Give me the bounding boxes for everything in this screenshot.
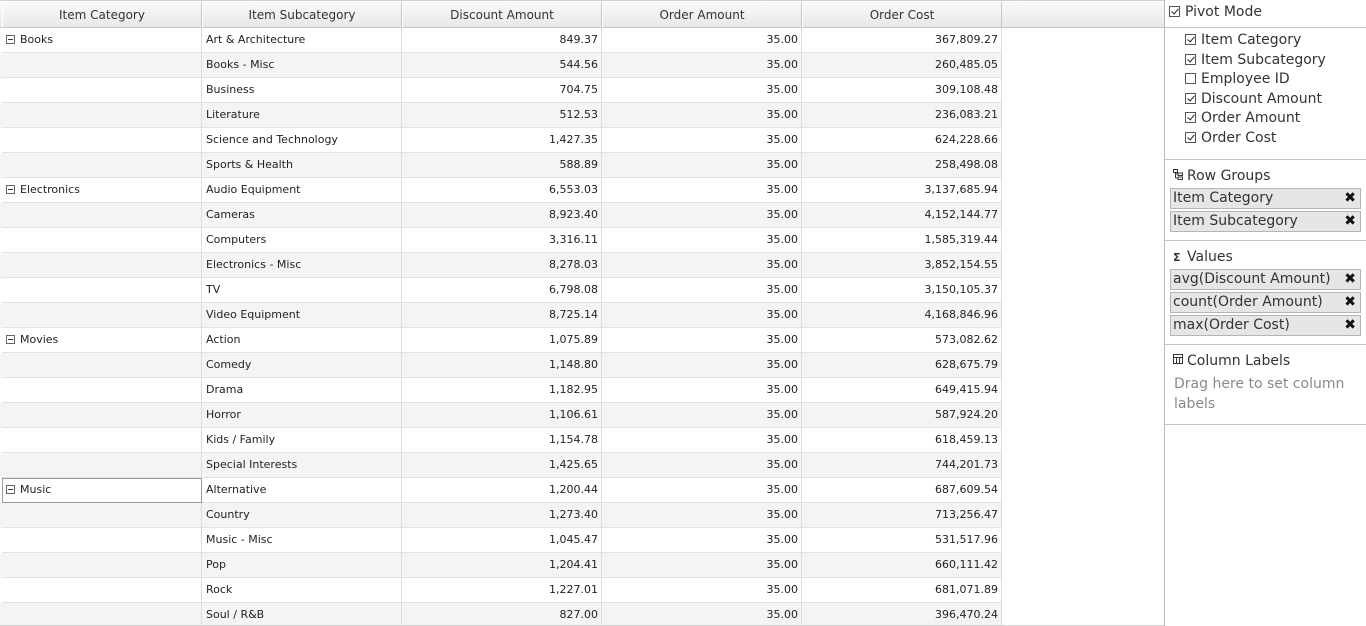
cell-item-category[interactable] (2, 303, 202, 328)
cell-order-cost[interactable]: 260,485.05 (802, 53, 1002, 78)
collapse-group-icon[interactable] (6, 485, 15, 494)
cell-item-subcategory[interactable]: Action (202, 328, 402, 353)
cell-order-amount[interactable]: 35.00 (602, 28, 802, 53)
cell-discount-amount[interactable]: 8,923.40 (402, 203, 602, 228)
column-label: Order Amount (1201, 110, 1301, 127)
column-label: Employee ID (1201, 71, 1290, 88)
cell-order-cost[interactable]: 258,498.08 (802, 153, 1002, 178)
cell-order-amount[interactable]: 35.00 (602, 403, 802, 428)
header-order-amount[interactable]: Order Amount (602, 2, 802, 28)
cell-order-amount[interactable]: 35.00 (602, 528, 802, 553)
cell-item-category[interactable] (2, 128, 202, 153)
collapse-group-icon[interactable] (6, 335, 15, 344)
cell-discount-amount[interactable]: 1,148.80 (402, 353, 602, 378)
pivot-mode-checkbox[interactable] (1169, 6, 1180, 17)
column-labels-label: Column Labels (1187, 353, 1291, 369)
group-label: Books (20, 33, 54, 46)
column-checkbox[interactable] (1185, 132, 1196, 143)
cell-order-cost[interactable]: 3,852,154.55 (802, 253, 1002, 278)
column-checkbox[interactable] (1185, 93, 1196, 104)
pivot-mode-toggle[interactable] (1165, 0, 1366, 28)
cell-item-subcategory[interactable]: Pop (202, 553, 402, 578)
cell-item-category[interactable] (2, 603, 202, 626)
row-group-pill[interactable] (1170, 211, 1361, 232)
values-section (1165, 241, 1366, 345)
cell-discount-amount[interactable]: 3,316.11 (402, 228, 602, 253)
cell-order-cost[interactable]: 618,459.13 (802, 428, 1002, 453)
cell-order-cost[interactable]: 587,924.20 (802, 403, 1002, 428)
cell-discount-amount[interactable]: 588.89 (402, 153, 602, 178)
table-row[interactable] (0, 253, 1001, 278)
tool-panel (1164, 0, 1366, 626)
cell-item-subcategory[interactable]: Soul / R&B (202, 603, 402, 626)
table-row[interactable] (0, 578, 1001, 603)
cell-discount-amount[interactable]: 1,154.78 (402, 428, 602, 453)
table-row[interactable] (0, 103, 1001, 128)
cell-discount-amount[interactable]: 6,798.08 (402, 278, 602, 303)
cell-item-category[interactable] (2, 528, 202, 553)
table-row[interactable] (0, 328, 1001, 353)
cell-discount-amount[interactable]: 1,182.95 (402, 378, 602, 403)
cell-order-amount[interactable]: 35.00 (602, 328, 802, 353)
cell-order-cost[interactable]: 396,470.24 (802, 603, 1002, 626)
grid-body (0, 28, 1001, 626)
header-filler (1001, 2, 1164, 28)
cell-order-cost[interactable]: 309,108.48 (802, 78, 1002, 103)
table-row[interactable] (0, 528, 1001, 553)
cell-item-category[interactable] (2, 403, 202, 428)
cell-discount-amount[interactable]: 1,273.40 (402, 503, 602, 528)
cell-item-subcategory[interactable]: Books - Misc (202, 53, 402, 78)
cell-item-category[interactable] (2, 378, 202, 403)
table-row[interactable] (0, 153, 1001, 178)
cell-order-cost[interactable]: 713,256.47 (802, 503, 1002, 528)
remove-icon[interactable]: ✖ (1344, 190, 1356, 206)
pivot-mode-label: Pivot Mode (1185, 4, 1262, 20)
cell-item-category[interactable] (2, 178, 202, 203)
cell-order-cost[interactable]: 1,585,319.44 (802, 228, 1002, 253)
table-row[interactable] (0, 378, 1001, 403)
cell-item-category[interactable] (2, 153, 202, 178)
cell-order-amount[interactable]: 35.00 (602, 103, 802, 128)
column-toggle[interactable] (1185, 51, 1366, 71)
cell-item-subcategory[interactable]: Comedy (202, 353, 402, 378)
cell-item-category[interactable] (2, 578, 202, 603)
cell-item-category[interactable] (2, 478, 202, 503)
table-row[interactable] (0, 278, 1001, 303)
row-group-pill-label: Item Category (1173, 190, 1274, 206)
remove-icon[interactable]: ✖ (1344, 317, 1356, 333)
cell-item-subcategory[interactable]: Audio Equipment (202, 178, 402, 203)
cell-order-amount[interactable]: 35.00 (602, 478, 802, 503)
value-pill[interactable] (1170, 292, 1361, 313)
value-pill[interactable] (1170, 315, 1361, 336)
table-row[interactable] (0, 53, 1001, 78)
cell-order-cost[interactable]: 624,228.66 (802, 128, 1002, 153)
cell-item-subcategory[interactable]: Alternative (202, 478, 402, 503)
column-checkbox[interactable] (1185, 54, 1196, 65)
value-pill-label: avg(Discount Amount) (1173, 271, 1331, 287)
values-title (1169, 247, 1362, 267)
row-group-drop-zone[interactable] (1169, 188, 1362, 232)
column-labels-drop-zone[interactable]: Drag here to set column labels (1174, 376, 1345, 412)
cell-discount-amount[interactable]: 8,278.03 (402, 253, 602, 278)
sigma-icon: Σ (1173, 251, 1181, 264)
column-checkbox[interactable] (1185, 112, 1196, 123)
values-drop-zone[interactable] (1169, 269, 1362, 336)
column-label: Item Category (1201, 32, 1302, 48)
cell-order-cost[interactable]: 687,609.54 (802, 478, 1002, 503)
cell-order-cost[interactable]: 573,082.62 (802, 328, 1002, 353)
cell-item-subcategory[interactable]: Horror (202, 403, 402, 428)
column-labels-icon (1173, 352, 1183, 372)
value-pill-label: count(Order Amount) (1173, 294, 1323, 310)
cell-order-cost[interactable]: 649,415.94 (802, 378, 1002, 403)
column-labels-title (1169, 351, 1362, 371)
cell-item-subcategory[interactable]: Rock (202, 578, 402, 603)
row-groups-icon (1173, 167, 1183, 187)
cell-item-category[interactable] (2, 253, 202, 278)
column-toggle[interactable] (1185, 109, 1366, 129)
cell-order-amount[interactable]: 35.00 (602, 228, 802, 253)
cell-item-subcategory[interactable]: Country (202, 503, 402, 528)
group-label: Electronics (20, 183, 80, 196)
cell-order-amount[interactable]: 35.00 (602, 128, 802, 153)
column-label: Discount Amount (1201, 90, 1322, 107)
cell-order-amount[interactable]: 35.00 (602, 378, 802, 403)
cell-order-amount[interactable]: 35.00 (602, 428, 802, 453)
cell-item-subcategory[interactable]: Electronics - Misc (202, 253, 402, 278)
remove-icon[interactable]: ✖ (1344, 294, 1356, 310)
grid-header (0, 2, 1164, 28)
row-groups-title (1169, 166, 1362, 186)
cell-item-subcategory[interactable]: Kids / Family (202, 428, 402, 453)
cell-order-amount[interactable]: 35.00 (602, 303, 802, 328)
header-item-category[interactable]: Item Category (2, 2, 202, 28)
table-row[interactable] (0, 453, 1001, 478)
cell-order-amount[interactable]: 35.00 (602, 178, 802, 203)
cell-item-category[interactable] (2, 228, 202, 253)
column-label: Item Subcategory (1201, 51, 1326, 68)
cell-item-category[interactable] (2, 278, 202, 303)
cell-order-cost[interactable]: 4,152,144.77 (802, 203, 1002, 228)
cell-item-subcategory[interactable]: Art & Architecture (202, 28, 402, 53)
column-checkbox[interactable] (1185, 73, 1196, 84)
cell-order-cost[interactable]: 628,675.79 (802, 353, 1002, 378)
cell-item-category[interactable] (2, 28, 202, 53)
value-pill-label: max(Order Cost) (1173, 317, 1290, 333)
values-label: Values (1187, 249, 1233, 265)
cell-order-amount[interactable]: 35.00 (602, 253, 802, 278)
cell-order-cost[interactable]: 531,517.96 (802, 528, 1002, 553)
cell-discount-amount[interactable]: 1,425.65 (402, 453, 602, 478)
table-row[interactable] (0, 403, 1001, 428)
cell-item-subcategory[interactable]: TV (202, 278, 402, 303)
collapse-group-icon[interactable] (6, 185, 15, 194)
cell-item-subcategory[interactable]: Science and Technology (202, 128, 402, 153)
cell-discount-amount[interactable]: 1,427.35 (402, 128, 602, 153)
cell-discount-amount[interactable]: 1,106.61 (402, 403, 602, 428)
cell-discount-amount[interactable]: 849.37 (402, 28, 602, 53)
cell-order-cost[interactable]: 367,809.27 (802, 28, 1002, 53)
row-group-pill[interactable] (1170, 188, 1361, 209)
cell-order-cost[interactable]: 4,168,846.96 (802, 303, 1002, 328)
table-row[interactable] (0, 128, 1001, 153)
row-groups-label: Row Groups (1187, 168, 1271, 184)
cell-order-cost[interactable]: 681,071.89 (802, 578, 1002, 603)
cell-discount-amount[interactable]: 1,200.44 (402, 478, 602, 503)
cell-item-category[interactable] (2, 53, 202, 78)
cell-order-amount[interactable]: 35.00 (602, 603, 802, 626)
table-row[interactable] (0, 178, 1001, 203)
column-labels-section (1165, 345, 1366, 425)
cell-order-cost[interactable]: 3,150,105.37 (802, 278, 1002, 303)
cell-discount-amount[interactable]: 512.53 (402, 103, 602, 128)
table-row[interactable] (0, 228, 1001, 253)
row-group-pill-label: Item Subcategory (1173, 213, 1298, 229)
cell-item-subcategory[interactable]: Literature (202, 103, 402, 128)
cell-item-subcategory[interactable]: Drama (202, 378, 402, 403)
cell-order-amount[interactable]: 35.00 (602, 503, 802, 528)
cell-order-amount[interactable]: 35.00 (602, 553, 802, 578)
header-item-subcategory[interactable]: Item Subcategory (202, 2, 402, 28)
cell-order-amount[interactable]: 35.00 (602, 578, 802, 603)
cell-item-category[interactable] (2, 78, 202, 103)
cell-order-cost[interactable]: 660,111.42 (802, 553, 1002, 578)
cell-order-amount[interactable]: 35.00 (602, 153, 802, 178)
table-row[interactable] (0, 478, 1001, 503)
cell-discount-amount[interactable]: 1,075.89 (402, 328, 602, 353)
column-checkbox[interactable] (1185, 34, 1196, 45)
cell-discount-amount[interactable]: 1,227.01 (402, 578, 602, 603)
cell-order-cost[interactable]: 3,137,685.94 (802, 178, 1002, 203)
cell-order-cost[interactable]: 744,201.73 (802, 453, 1002, 478)
remove-icon[interactable]: ✖ (1344, 213, 1356, 229)
cell-item-category[interactable] (2, 453, 202, 478)
cell-item-subcategory[interactable]: Sports & Health (202, 153, 402, 178)
collapse-group-icon[interactable] (6, 35, 15, 44)
cell-order-amount[interactable]: 35.00 (602, 78, 802, 103)
cell-order-amount[interactable]: 35.00 (602, 278, 802, 303)
cell-item-subcategory[interactable]: Computers (202, 228, 402, 253)
column-toggle[interactable] (1185, 129, 1366, 149)
cell-item-category[interactable] (2, 103, 202, 128)
cell-order-cost[interactable]: 236,083.21 (802, 103, 1002, 128)
column-toggle[interactable] (1185, 90, 1366, 110)
cell-order-amount[interactable]: 35.00 (602, 53, 802, 78)
cell-item-subcategory[interactable]: Business (202, 78, 402, 103)
column-toggle[interactable] (1185, 31, 1366, 51)
column-label: Order Cost (1201, 129, 1277, 146)
cell-item-category[interactable] (2, 553, 202, 578)
cell-item-category[interactable] (2, 328, 202, 353)
table-row[interactable] (0, 353, 1001, 378)
table-row[interactable] (0, 503, 1001, 528)
table-row[interactable] (0, 28, 1001, 53)
table-row[interactable] (0, 553, 1001, 578)
remove-icon[interactable]: ✖ (1344, 271, 1356, 287)
header-order-cost[interactable]: Order Cost (802, 2, 1002, 28)
row-groups-section (1165, 160, 1366, 241)
cell-discount-amount[interactable]: 704.75 (402, 78, 602, 103)
cell-discount-amount[interactable]: 8,725.14 (402, 303, 602, 328)
table-row[interactable] (0, 428, 1001, 453)
cell-discount-amount[interactable]: 6,553.03 (402, 178, 602, 203)
cell-order-amount[interactable]: 35.00 (602, 453, 802, 478)
cell-discount-amount[interactable]: 544.56 (402, 53, 602, 78)
cell-item-category[interactable] (2, 428, 202, 453)
cell-order-amount[interactable]: 35.00 (602, 203, 802, 228)
table-row[interactable] (0, 303, 1001, 328)
cell-item-subcategory[interactable]: Cameras (202, 203, 402, 228)
group-label: Music (20, 483, 52, 496)
cell-item-category[interactable] (2, 503, 202, 528)
table-row[interactable] (0, 603, 1001, 626)
cell-item-category[interactable] (2, 353, 202, 378)
table-row[interactable] (0, 78, 1001, 103)
cell-item-category[interactable] (2, 203, 202, 228)
cell-discount-amount[interactable]: 1,045.47 (402, 528, 602, 553)
header-discount-amount[interactable]: Discount Amount (402, 2, 602, 28)
column-toggle[interactable] (1185, 70, 1366, 90)
cell-order-amount[interactable]: 35.00 (602, 353, 802, 378)
group-label: Movies (20, 333, 59, 346)
cell-item-subcategory[interactable]: Special Interests (202, 453, 402, 478)
value-pill[interactable] (1170, 269, 1361, 290)
cell-item-subcategory[interactable]: Video Equipment (202, 303, 402, 328)
cell-discount-amount[interactable]: 1,204.41 (402, 553, 602, 578)
cell-item-subcategory[interactable]: Music - Misc (202, 528, 402, 553)
table-row[interactable] (0, 203, 1001, 228)
cell-discount-amount[interactable]: 827.00 (402, 603, 602, 626)
column-list (1165, 28, 1366, 160)
